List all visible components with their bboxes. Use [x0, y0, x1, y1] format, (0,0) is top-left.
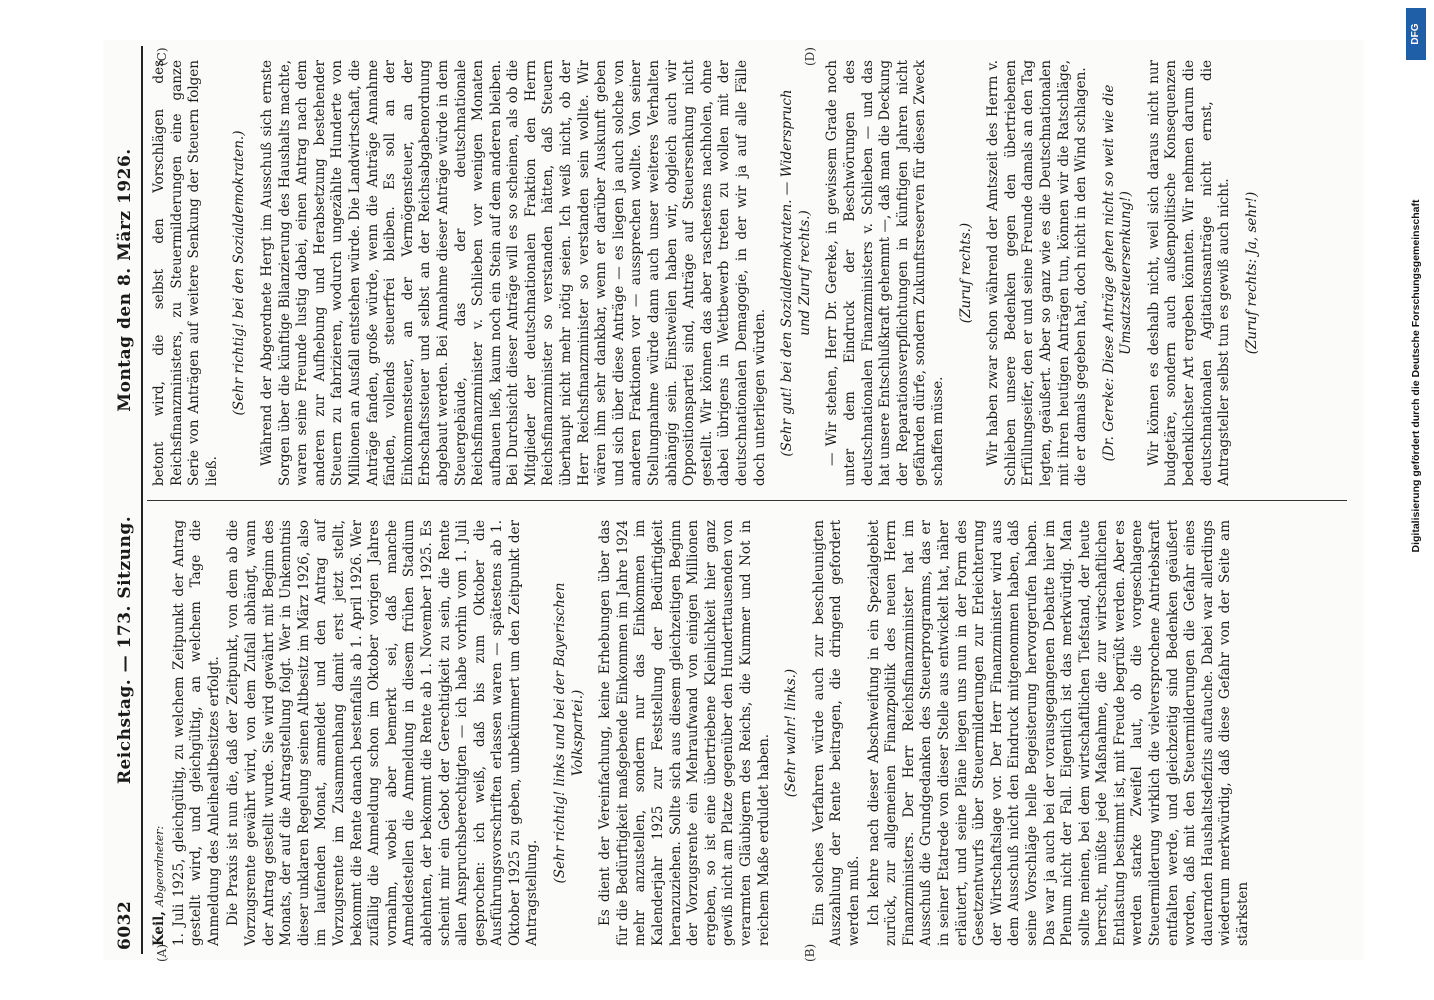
header-rule: [141, 46, 143, 954]
funding-notice: Digitalisierung gefördert durch die Deutsche Forschungsgemeinschaft: [1410, 199, 1422, 553]
dfg-logo: [1406, 8, 1426, 60]
page-number: 6032: [115, 900, 135, 950]
paragraph: Wir können es deshalb nicht, weil sich daraus nicht nur budgetäre, sondern auch außenpolitische Konsequenzen bedenklichster Art ergeben könnten. Wir nehmen darum die deutschnationalen Agitationsanträge nicht ernst, die Antragsteller selbst tun es gewiß auch nicht.: [1145, 60, 1233, 486]
running-head-right: Montag den 8. März 1926.: [115, 148, 135, 412]
right-column: [151, 60, 1271, 486]
paragraph: — Wir stehen, Herr Dr. Gereke, in gewissem Grade noch unter dem Eindruck der Beschwörungen des deutschnationalen Finanzministers v. Schlieben — und das hat unsere Entschlußkraft gehemmt —, daß man die Deckung der Reparationsverpflichtungen in künftigen Jahren nicht gefährden dürfe, sondern Zukunftsreserven für diesen Zweck schaffen müsse.: [824, 60, 946, 486]
speaker-line: [151, 520, 169, 946]
speaker-role: Abgeordneter:: [153, 825, 166, 907]
paragraph: 1. Juli 1925, gleichgültig, zu welchem Zeitpunkt der Antrag gestellt wird, und gleichgültig, an welchem Tage die Anmeldung des Anleihealtbesitzes erfolgt.: [170, 520, 222, 946]
left-column: [151, 520, 1255, 946]
running-head-left: Reichstag. — 173. Sitzung.: [115, 515, 135, 785]
interjection: (Zuruf rechts.): [957, 222, 974, 324]
speaker-name: Keil,: [151, 911, 167, 946]
margin-mark-b: (B): [803, 943, 817, 962]
margin-mark-c: (C): [155, 47, 169, 66]
dfg-logo-text: DFG: [1410, 23, 1421, 45]
interjection: (Zuruf rechts: Ja, sehr!): [1243, 191, 1260, 355]
paragraph: Ein solches Verfahren würde auch zur beschleunigten Auszahlung der Rente beitragen, die dringend gefordert werden muß.: [810, 520, 862, 946]
margin-mark-a: (A): [155, 943, 169, 962]
printed-page: [103, 40, 1363, 960]
interjection: (Sehr gut! bei den Sozialdemokraten. — Widerspruch und Zuruf rechts.): [779, 89, 813, 457]
paragraph: Ich kehre nach dieser Abschweifung in ein Spezialgebiet zurück, zur allgemeinen Finanzpolitik des neuen Herrn Finanzministers. Der Herr Reichsfinanzminister hat im Ausschuß die Grundgedanken des Steuerprogramms, das er in seiner Etatrede von dieser Stelle aus entwickelt hat, näher erläutert, und seine Pläne liegen uns nun in der Form des Gesetzentwurfs über Steuermilderungen zur Erleichterung der Wirtschaftslage vor. Der Herr Finanzminister wird aus dem Ausschuß nicht den Eindruck mitgenommen haben, daß seine Vorschläge helle Begeisterung hervorgerufen haben. Das war ja auch bei der vorausgegangenen Debatte hier im Plenum nicht der Fall. Eigentlich ist das merkwürdig. Man sollte meinen, bei dem wirtschaftlichen Tiefstand, der heute herrscht, müßte jede Maßnahme, die zur wirtschaftlichen Entlastung bestimmt ist, mit Freude begrüßt werden. Aber es werden starke Zweifel laut, ob die vorgeschlagene Steuermilderung wirklich die vielversprochene Antriebskraft entfalten werde, und gleichzeitig sind Bedenken geäußert worden, daß mit den Steuermilderungen die Gefahr eines dauernden Haushaltsdefizits auftauche. Dabei war allerdings wiederum merkwürdig, daß diese Gefahr von der Seite am stärksten: [865, 520, 1252, 946]
interjection: (Sehr richtig! bei den Sozialdemokraten.): [231, 130, 248, 416]
digitization-stamp: [1398, 0, 1434, 1000]
interjection: (Sehr richtig! links und bei der Bayerischen Volkspartei.): [552, 582, 586, 884]
paragraph: Während der Abgeordnete Hergt im Ausschuß sich ernste Sorgen über die künftige Bilanzierung des Haushalts machte, waren seine Freunde lustig dabei, einen Antrag nach dem anderen zur Aufhebung und Herabsetzung bestehender Steuern zu fabrizieren, wodurch ungezählte Hunderte von Millionen an Ausfall entstehen würde. Die Landwirtschaft, die Anträge fanden, große würde, wenn die Anträge Annahme fänden, vollends steuerfrei bleiben. Es soll an der Einkommensteuer, an der Vermögensteuer, an der Erbschaftssteuer und selbst an der Reichsabgabenordnung abgebaut werden. Bei Annahme dieser Anträge würde in dem Steuergebäude, das der deutschnationale Reichsfinanzminister v. Schlieben vor wenigen Monaten aufbauen ließ, kaum noch ein Stein auf dem anderen bleiben. Bei Durchsicht dieser Anträge will es so scheinen, als ob die Mitglieder der deutschnationalen Fraktion den Herrn Reichsfinanzminister so verstanden hätten, daß Steuern überhaupt nicht mehr nötig seien. Ich weiß nicht, ob der Herr Reichsfinanzminister so verstanden sein wollte. Wir wären ihm sehr dankbar, wenn er darüber Auskunft geben und sich über diese Anträge — es liegen ja auch solche von anderen Fraktionen vor — aussprechen wollte. Von seiner Stellungnahme würde dann auch unser weiteres Verhalten abhängig sein. Einstweilen haben wir, obgleich auch wir Oppositionspartei sind, Anträge auf Steuersenkung nicht gestellt. Wir können das aber raschestens nachholen, ohne dabei übrigens in Wettbewerb treten zu wollen mit der deutschnationalen Demagogie, in der wir ja auf alle Fälle doch unterliegen würden.: [258, 59, 768, 486]
scanned-page-area: [68, 0, 1398, 1000]
running-head: [103, 40, 143, 960]
margin-mark-d: (D): [803, 47, 817, 66]
paragraph: betont wird, die selbst den Vorschlägen des Reichsfinanzministers, zu Steuermilderungen eine ganze Serie von Anträgen auf weitere Senkung der Steuern folgen ließ.: [151, 60, 220, 486]
paragraph: Die Praxis ist nun die, daß der Zeitpunkt, von dem ab die Vorzugsrente gewährt wird, von dem Zufall abhängt, wann der Antrag gestellt wurde. Sie wird gewährt mit Beginn des Monats, der auf die Antragstellung folgt. Wer in Unkenntnis dieser unklaren Regelung seinen Altbesitz im März 1926, also im laufenden Monat, anmeldet und den Antrag auf Vorzugsrente im Zusammenhang damit erst jetzt stellt, bekommt die Rente danach bestenfalls ab 1. April 1926. Wer zufällig die Anmeldung schon im Oktober vorigen Jahres vornahm, wobei aber bemerkt sei, daß manche Anmeldestellen die Anmeldung in diesem frühen Stadium ablehnten, der bekommt die Rente ab 1. November 1925. Es scheint mir ein Gebot der Gerechtigkeit zu sein, die Rente allen Anspruchsberechtigten — ich habe vorhin vom 1. Juli gesprochen: ich weiß, daß bis zum Oktober die Ausführungsvorschriften erlassen waren — spätestens ab 1. Oktober 1925 zu geben, unbekümmert um den Zeitpunkt der Antragstellung.: [225, 519, 541, 946]
paragraph: Wir haben zwar schon während der Amtszeit des Herrn v. Schlieben unsere Bedenken gegen den übertriebenen Erfüllungseifer, den er und seine Freunde damals an den Tag legten, geäußert. Aber so ganz wie es die Deutschnationalen mit ihren heutigen Anträgen tun, können wir die Ratschläge, die er damals gegeben hat, doch nicht in den Wind schlagen.: [985, 60, 1090, 486]
interjection: (Sehr wahr! links.): [783, 668, 800, 798]
interjection: (Dr. Gereke: Diese Anträge gehen nicht so weit wie die Umsatzsteuersenkung!): [1100, 84, 1135, 462]
column-divider: [147, 500, 1347, 501]
paragraph: Es dient der Vereinfachung, keine Erhebungen über das für die Bedürftigkeit maßgebende Einkommen im Jahre 1924 mehr anzustellen, sondern nur das Einkommen im Kalenderjahr 1925 zur Feststellung der Bedürftigkeit heranzuziehen. Sollte sich aus diesem gleichzeitigen Beginn der Vorzugsrente ein Mehraufwand von einigen Millionen ergeben, so ist eine übertriebene Kleinlichkeit hier ganz gewiß nicht am Platze gegenüber den Hunderttausenden von verarmten Gläubigern des Reichs, die Kummer und Not in reichem Maße erduldet haben.: [597, 520, 772, 946]
